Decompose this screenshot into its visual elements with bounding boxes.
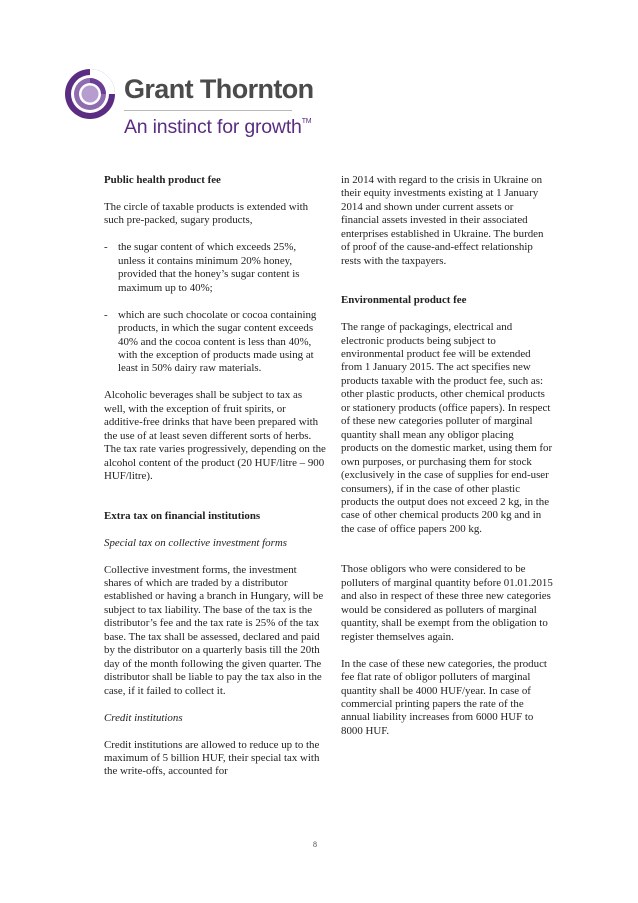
credit-institutions-subheading: Credit institutions [104, 711, 183, 724]
logo-tagline [124, 116, 311, 139]
bullet-dash: - [104, 308, 108, 321]
sugar-bullet-text: the sugar content of which exceeds 25%, unless it contains minimum 20% honey, provided that the honey’s sugar content is maximum up to 40%; [118, 241, 300, 294]
flat-rate-paragraph: In the case of these new categories, the product fee flat rate of obligor polluters of marginal quantity shall be 4000 HUF/year. In case of commercial printing papers the rate of the annual liability increases from 6000 HUF to 8000 HUF. [341, 657, 547, 737]
chocolate-bullet-text: which are such chocolate or cocoa containing products, in which the sugar content exceeds 40% and the cocoa content is less than 40%, with the exception of products made using at least in 50% dairy raw materials. [118, 308, 317, 375]
credit-institutions-paragraph: Credit institutions are allowed to reduce up to the maximum of 5 billion HUF, their special tax with the write-offs, accounted for [104, 738, 320, 778]
grant-thornton-logo [62, 66, 314, 146]
logo-wordmark: Grant Thornton [124, 74, 314, 104]
public-health-intro: The circle of taxable products is extended with such pre-packed, sugary products, [104, 200, 309, 227]
financial-institutions-heading: Extra tax on financial institutions [104, 509, 261, 522]
bullet-dash: - [104, 241, 108, 254]
alcoholic-beverages-paragraph: Alcoholic beverages shall be subject to tax as well, with the exception of fruit spirits, or additive-free drinks that have been prepared with the use of at least seven different sorts of herbs. The tax rate varies progressively, depending on the alcohol content of the product (20 HUF/litre – 900 HUF/litre). [104, 389, 326, 483]
collective-investment-subheading: Special tax on collective investment forms [104, 536, 287, 549]
page-number: 8 [313, 840, 317, 849]
trademark-mark: TM [301, 118, 312, 125]
logo-divider [124, 110, 292, 111]
logo-tagline-text: An instinct for growth [124, 116, 302, 138]
environmental-fee-heading: Environmental product fee [341, 294, 467, 307]
logo-swirl-icon [62, 66, 118, 122]
public-health-fee-heading: Public health product fee [104, 174, 221, 186]
chocolate-bullet [104, 309, 326, 376]
left-column [104, 174, 326, 779]
collective-investment-paragraph: Collective investment forms, the investment shares of which are traded by a distributor established or having a branch in Hungary, will be subject to tax liability. The base of the tax is the distributor’s fee and the tax rate is 25% of the tax base. The tax shall be assessed, declared and paid by the distributor on a quarterly basis till the 20th day of the month following the given quarter. The distributor shall be liable to pay the tax also in the case, if it failed to collect it. [104, 563, 324, 697]
marginal-polluters-paragraph: Those obligors who were considered to be polluters of marginal quantity before 01.01.2015 and also in respect of these three new categories would be considered as polluters of marginal quantity, shall be exempt from the obligation to register themselves again. [341, 563, 553, 643]
environmental-fee-paragraph: The range of packagings, electrical and electronic products being subject to environmental product fee will be extended from 1 January 2015. The act specifies new products taxable with the product fee, such as: other plastic products, other chemical products or stationery products (office papers). In respect of these new categories polluter of marginal quantity shall mean any obligor placing products on the domestic market, using them for own purposes, or purchasing them for stock (exclusively in the case of supplies for end-user consumers), if in the case of other plastic products the output does not exceed 2 kg, in the case of other chemical products 200 kg and in the case of office papers 200 kg. [341, 321, 553, 535]
ukraine-paragraph: in 2014 with regard to the crisis in Ukraine on their equity investments existing at 1 January 2014 and shown under current assets or financial assets invested in their associated enterprises established in Ukraine. The burden of proof of the cause-and-effect relationship rests with the taxpayers. [341, 174, 544, 267]
right-column [341, 174, 553, 738]
sugar-bullet [104, 241, 326, 295]
